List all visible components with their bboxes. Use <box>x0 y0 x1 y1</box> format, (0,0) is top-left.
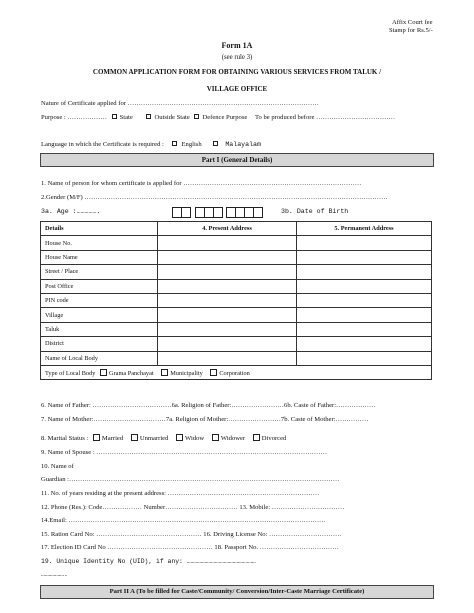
row-label-street: Street / Place <box>41 265 158 279</box>
years-residing-field[interactable]: 11. No. of years residing at the present address: …………………………………………………………… <box>41 490 320 497</box>
rule-reference: (see rule 3) <box>221 54 253 61</box>
permanent-taluk-cell[interactable] <box>297 322 432 336</box>
unmarried-checkbox[interactable] <box>131 434 138 441</box>
court-fee-note-line2: Stamp for Rs.5/- <box>389 27 433 34</box>
permanent-local-body-cell[interactable] <box>297 351 432 365</box>
spouse-name-field[interactable]: 9. Name of Spouse : …………………………………………………………………………………………… <box>41 449 328 456</box>
purpose-state-checkbox[interactable] <box>112 114 117 119</box>
part2a-header: Part II A (To be filled for Caste/Community/ Conversion/Inter-Caste Marriage Certificate) <box>40 585 434 599</box>
language-malayalam-checkbox[interactable] <box>213 141 218 146</box>
dob-boxes[interactable] <box>172 207 262 218</box>
purpose-outside-state-checkbox[interactable] <box>146 114 151 119</box>
present-house-no-cell[interactable] <box>158 236 297 250</box>
permanent-village-cell[interactable] <box>297 308 432 322</box>
widower-label: Widower <box>220 435 246 442</box>
purpose-defence-label: Defence Purpose <box>202 114 248 121</box>
purpose-defence-checkbox[interactable] <box>194 114 199 119</box>
present-village-cell[interactable] <box>158 308 297 322</box>
permanent-post-office-cell[interactable] <box>297 279 432 293</box>
permanent-house-no-cell[interactable] <box>297 236 432 250</box>
phone-mobile-field[interactable]: 12. Phone (Res.): Code……………… Number…………………………… 13. Mobile: …………………………… <box>41 504 345 511</box>
present-district-cell[interactable] <box>158 337 297 351</box>
marital-status-label: 8. Marital Status : <box>41 435 89 442</box>
local-body-type-row <box>41 365 432 379</box>
row-label-village: Village <box>41 308 158 322</box>
court-fee-note-line1: Affix Court fee <box>392 19 433 26</box>
present-taluk-cell[interactable] <box>158 322 297 336</box>
row-label-taluk: Taluk <box>41 322 158 336</box>
language-row <box>41 141 261 149</box>
part1-header: Part I (General Details) <box>40 153 434 167</box>
applicant-name-field[interactable]: 1. Name of person for whom certificate is applied for ……………………………………………………………………… <box>41 180 362 187</box>
present-post-office-cell[interactable] <box>158 279 297 293</box>
address-table <box>40 221 432 380</box>
form-heading-line2: VILLAGE OFFICE <box>206 85 268 93</box>
language-english-checkbox[interactable] <box>172 141 177 146</box>
permanent-street-cell[interactable] <box>297 265 432 279</box>
language-english-label: English <box>181 141 202 148</box>
present-address-header: 4. Present Address <box>158 222 297 236</box>
present-street-cell[interactable] <box>158 265 297 279</box>
widower-checkbox[interactable] <box>212 434 219 441</box>
present-house-name-cell[interactable] <box>158 250 297 264</box>
row-label-district: District <box>41 337 158 351</box>
purpose-outside-state-label: Outside State <box>154 114 190 121</box>
row-label-house-name: House Name <box>41 250 158 264</box>
guardian-label-line1: 10. Name of <box>41 463 74 470</box>
purpose-state-label: State <box>119 114 133 121</box>
age-field[interactable]: 3a. Age :……………. <box>41 208 101 215</box>
grama-panchayat-label: Grama Panchayat <box>109 369 154 377</box>
uid-field[interactable]: 19. Unique Identity No (UID), if any: ……………………………………………… <box>41 558 256 565</box>
widow-checkbox[interactable] <box>176 434 183 441</box>
details-header: Details <box>41 222 158 236</box>
gender-field[interactable]: 2.Gender (M/F) ………………………………………………………………………………………………………………………… <box>41 194 388 201</box>
form-title: Form 1A <box>221 41 253 50</box>
election-passport-field[interactable]: 17. Election ID Card No ………………………………………… 18. Passport No. ……………………………… <box>41 544 339 551</box>
municipality-checkbox[interactable] <box>161 369 168 376</box>
produced-before-field[interactable]: To be produced before ……………………………… <box>254 114 396 121</box>
row-label-post-office: Post Office <box>41 279 158 293</box>
permanent-pin-cell[interactable] <box>297 293 432 307</box>
present-pin-cell[interactable] <box>158 293 297 307</box>
present-local-body-cell[interactable] <box>158 351 297 365</box>
purpose-label: Purpose : ……………… <box>41 114 107 121</box>
grama-panchayat-checkbox[interactable] <box>100 369 107 376</box>
local-body-type-label: Type of Local Body <box>45 369 96 377</box>
marital-status-row <box>41 434 286 443</box>
language-label: Language in which the Certificate is required : <box>41 141 164 148</box>
guardian-name-field[interactable]: Guardian :…………………………………………………………………………………………………………… <box>41 476 340 483</box>
permanent-district-cell[interactable] <box>297 337 432 351</box>
nature-of-certificate-field[interactable]: Nature of Certificate applied for …………………………………………………………………………… <box>41 100 319 107</box>
mother-details-field[interactable]: 7. Name of Mother:……………………………7a. Religion of Mother:……………………7b. Caste of Mother:…………… <box>41 416 369 423</box>
municipality-label: Municipality <box>170 369 203 377</box>
row-label-local-body: Name of Local Body <box>41 351 158 365</box>
married-label: Married <box>101 435 124 442</box>
married-checkbox[interactable] <box>93 434 100 441</box>
purpose-row <box>41 114 395 122</box>
father-details-field[interactable]: 6. Name of Father: ………………………………6a. Religion of Father:……………………6b. Caste of Father:……………… <box>41 402 376 409</box>
row-label-pin: PIN code <box>41 293 158 307</box>
corporation-checkbox[interactable] <box>210 369 217 376</box>
permanent-house-name-cell[interactable] <box>297 250 432 264</box>
language-malayalam-label: Malayalam <box>225 141 261 148</box>
email-field[interactable]: 14.Email: ……………………………………………………………………………………………………… <box>41 517 326 524</box>
unmarried-label: Unmarried <box>139 435 169 442</box>
permanent-address-header: 5. Permanent Address <box>297 222 432 236</box>
widow-label: Widow <box>185 435 205 442</box>
form-heading-line1: COMMON APPLICATION FORM FOR OBTAINING VARIOUS SERVICES FROM TALUK / <box>92 68 382 76</box>
corporation-label: Corporation <box>219 369 250 377</box>
ration-driving-field[interactable]: 15. Ration Card No: ………………………………………… 16. Driving License No: …………………………… <box>41 531 342 538</box>
row-label-house-no: House No. <box>41 236 158 250</box>
divorced-checkbox[interactable] <box>253 434 260 441</box>
uid-field-continued[interactable]: ………………. <box>41 571 68 578</box>
divorced-label: Divorced <box>261 435 287 442</box>
dob-label: 3b. Date of Birth <box>281 208 349 215</box>
